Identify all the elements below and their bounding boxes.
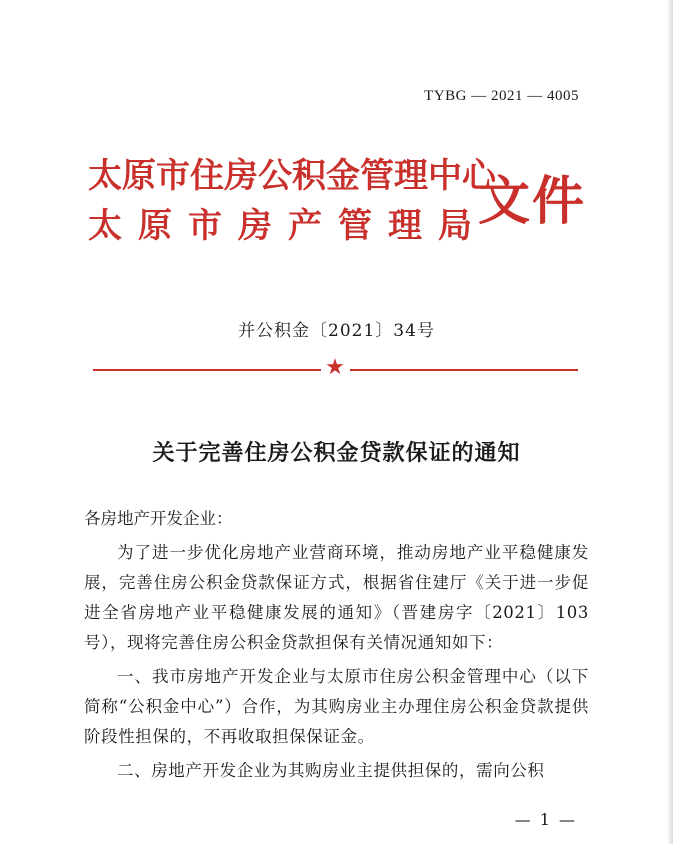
red-divider [93,355,578,380]
issuer-line-1: 太原市住房公积金管理中心 [88,156,496,196]
paragraph-3: 二、房地产开发企业为其购房业主提供担保的，需向公积 [117,761,545,780]
issuer-line-2: 太原市房产管理局 [88,206,488,246]
red-header [88,150,598,260]
divider-line-left [93,369,321,371]
salutation: 各房地产开发企业： [84,509,233,528]
page-number: — 1 — [514,810,577,829]
divider-line-right [350,369,578,371]
page-edge-shadow [667,0,673,844]
paragraph-1: 为了进一步优化房地产业营商环境，推动房地产业平稳健康发展，完善住房公积金贷款保证方式，根据省住建厅《关于进一步促进全省房地产业平稳健康发展的通知》（晋建房字〔2021〕103号），现将完善住房公积金贷款担保有关情况通知如下： [84,543,589,652]
document-suffix: 文件 [477,171,586,232]
document-title: 关于完善住房公积金贷款保证的通知 [152,440,521,466]
star-icon: ★ [325,355,345,380]
issue-number: 并公积金〔2021〕34号 [238,321,435,341]
paragraph-2: 一、我市房地产开发企业与太原市住房公积金管理中心（以下简称“公积金中心”）合作，为其购房业主办理住房公积金贷款提供阶段性担保的，不再收取担保保证金。 [84,667,589,746]
document-body [84,504,589,786]
document-code: TYBG — 2021 — 4005 [424,88,579,104]
